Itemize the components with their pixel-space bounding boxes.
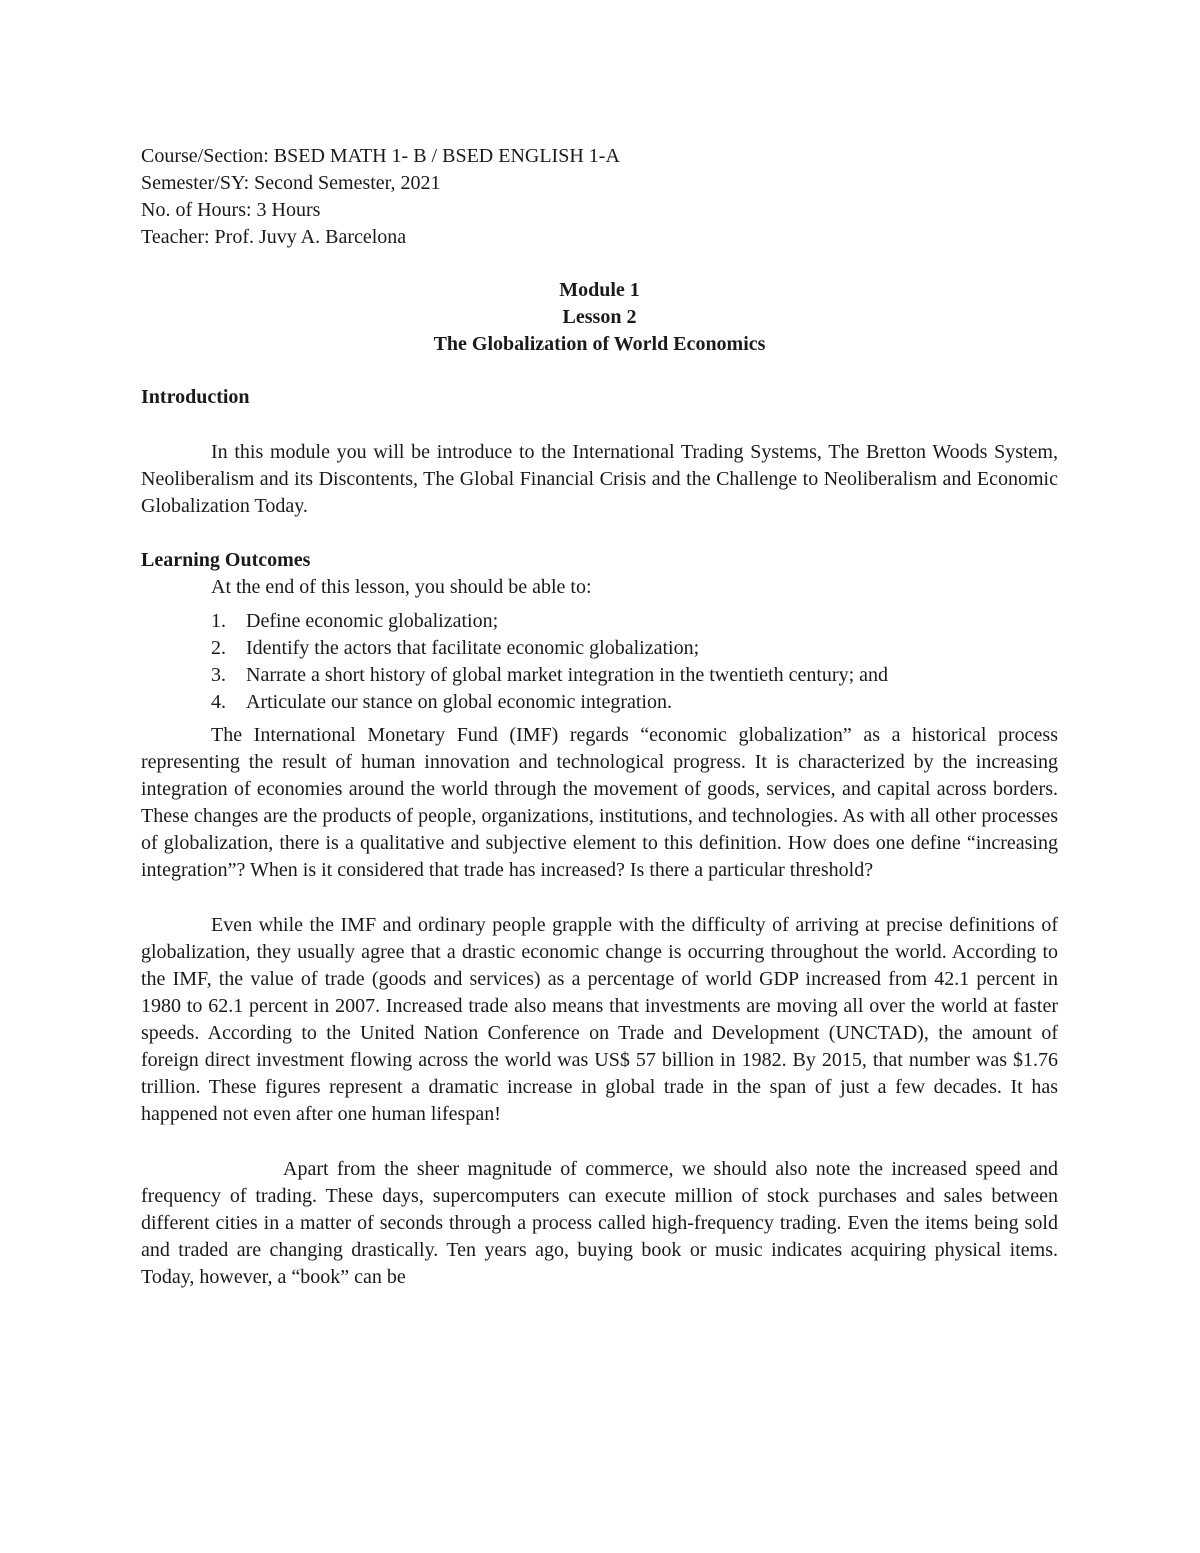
list-item-number: 2. [211, 637, 226, 659]
introduction-heading: Introduction [141, 386, 250, 408]
course-section-line: Course/Section: BSED MATH 1- B / BSED ENGLISH 1-A [141, 145, 620, 167]
list-item [211, 635, 1058, 662]
introduction-paragraph: In this module you will be introduce to the International Trading Systems, The Bretton Woods System, Neoliberalism and its Discontents, The Global Financial Crisis and the Challenge to Neoliberalism and Economic Globalization Today. [141, 441, 1058, 517]
lesson-title: Lesson 2 [562, 306, 637, 328]
teacher-line: Teacher: Prof. Juvy A. Barcelona [141, 226, 407, 248]
list-item-number: 3. [211, 664, 226, 686]
list-item-text: Articulate our stance on global economic integration. [246, 691, 672, 713]
title-block [141, 277, 1058, 358]
list-item-number: 1. [211, 610, 226, 632]
list-item [211, 608, 1058, 635]
topic-title: The Globalization of World Economics [433, 333, 766, 355]
learning-outcomes-heading: Learning Outcomes [141, 549, 311, 571]
learning-outcomes-lead: At the end of this lesson, you should be able to: [211, 576, 592, 598]
semester-line: Semester/SY: Second Semester, 2021 [141, 172, 441, 194]
speed-paragraph: Apart from the sheer magnitude of commerce, we should also note the increased speed and frequency of trading. These days, supercomputers can execute million of stock purchases and sales between different cities in a matter of seconds through a process called high-frequency trading. Even the items being sold and traded are changing drastically. Ten years ago, buying book or music indicates acquiring physical items. Today, however, a “book” can be [141, 1158, 1058, 1288]
imf-paragraph: The International Monetary Fund (IMF) regards “economic globalization” as a historical process representing the result of human innovation and technological progress. It is characterized by the increasing integration of economies around the world through the movement of goods, services, and capital across borders. These changes are the products of people, organizations, institutions, and technologies. As with all other processes of globalization, there is a qualitative and subjective element to this definition. How does one define “increasing integration”? When is it considered that trade has increased? Is there a particular threshold? [141, 724, 1058, 881]
list-item-text: Narrate a short history of global market integration in the twentieth century; and [246, 664, 889, 686]
course-info [141, 143, 1058, 251]
module-title: Module 1 [559, 279, 640, 301]
learning-outcomes-list [141, 608, 1058, 716]
list-item-number: 4. [211, 691, 226, 713]
hours-line: No. of Hours: 3 Hours [141, 199, 321, 221]
list-item-text: Define economic globalization; [246, 610, 499, 632]
trade-paragraph: Even while the IMF and ordinary people grapple with the difficulty of arriving at precise definitions of globalization, they usually agree that a drastic economic change is occurring throughout the world. According to the IMF, the value of trade (goods and services) as a percentage of world GDP increased from 42.1 percent in 1980 to 62.1 percent in 2007. Increased trade also means that investments are moving all over the world at faster speeds. According to the United Nation Conference on Trade and Development (UNCTAD), the amount of foreign direct investment flowing across the world was US$ 57 billion in 1982. By 2015, that number was $1.76 trillion. These figures represent a dramatic increase in global trade in the span of just a few decades. It has happened not even after one human lifespan! [141, 914, 1058, 1125]
document-page [141, 143, 1058, 1291]
list-item [211, 662, 1058, 689]
list-item [211, 689, 1058, 716]
list-item-text: Identify the actors that facilitate economic globalization; [246, 637, 700, 659]
